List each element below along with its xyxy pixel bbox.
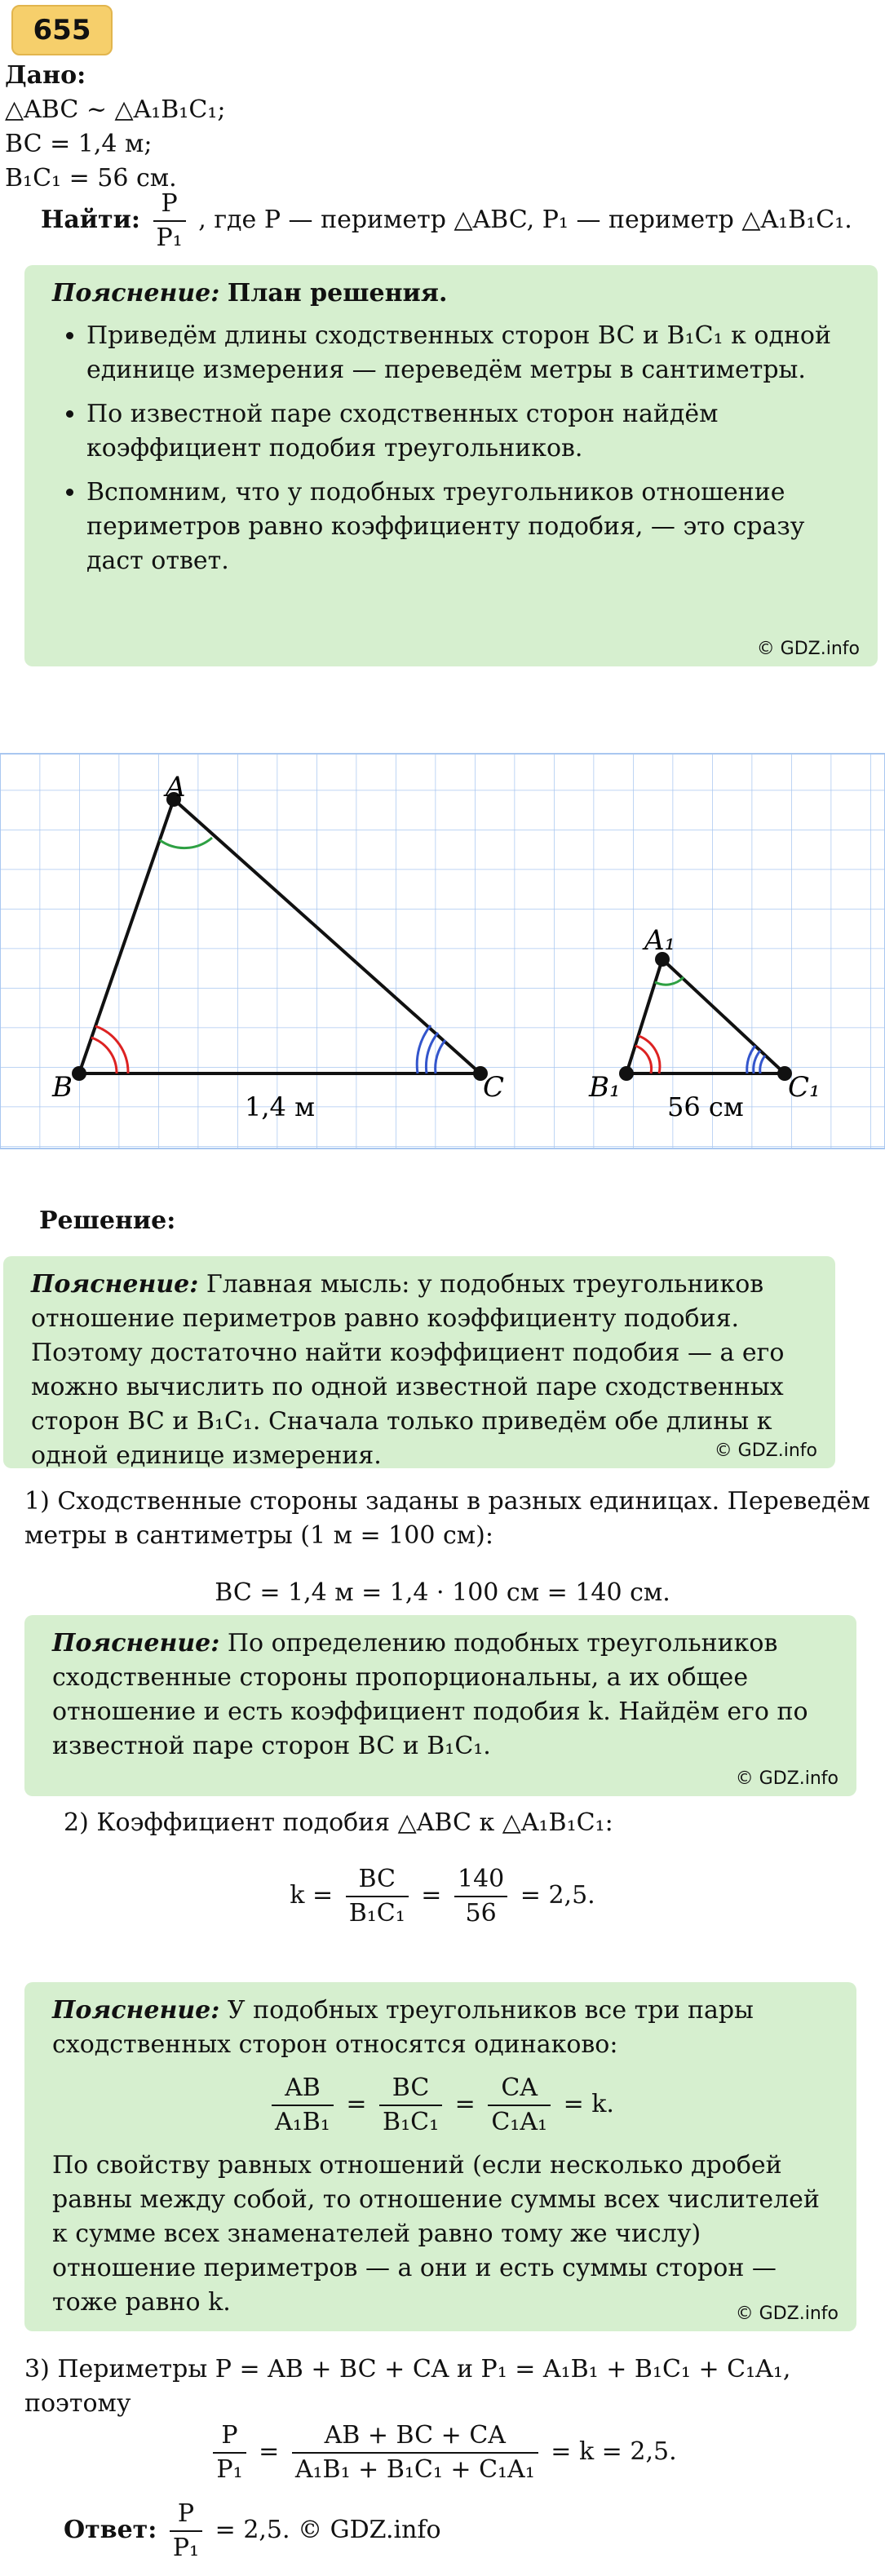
note2-label: Пояснение: [52,1629,220,1658]
step-3-formula [0,2419,885,2486]
answer-result: = 2,5. © GDZ.info [215,2516,441,2544]
frac-ab [272,2072,334,2139]
equals-sign: = [259,2437,280,2466]
frac-p-p1 [213,2419,246,2486]
vertex-b1 [619,1066,634,1081]
frac-den: C₁A₁ [491,2108,548,2136]
frac-num: P [213,2419,246,2454]
frac-ca [488,2072,551,2139]
frac-num: AB [272,2072,334,2106]
given-line-3: B₁C₁ = 56 см. [5,164,177,193]
plan-item-2: • По известной паре сходственных сторон найдём коэффициент подобия треугольников. [86,397,850,466]
frac-num: BC [346,1863,409,1897]
note-main-idea [3,1256,835,1468]
label-a1: A₁ [644,924,676,957]
note3-copyright: © GDZ.info [735,2304,839,2324]
label-bc-length: 1,4 м [245,1091,315,1122]
frac-den: P₁ [172,2534,200,2562]
frac-num: BC [379,2072,442,2106]
frac-num: AB + BC + CA [292,2419,538,2454]
note2-copyright: © GDZ.info [735,1768,839,1789]
plan-list [52,319,850,578]
equals-sign: = [421,1881,442,1910]
find-text: , где P — периметр △ABC, P₁ — периметр △A₁B₁C₁. [198,206,852,234]
frac-den: A₁B₁ [275,2108,330,2136]
note3-text1: У подобных треугольников все три пары сходственных сторон относятся одинаково: [52,1996,754,2059]
note1-text: Главная мысль: у подобных треугольников отношение периметров равно коэффициенту подобия. Поэтому достаточно найти коэффициент подобия — а его можно вычислить по одной известной паре сходственных сторон BC и B₁C₁. Сначала только приведём обе длины к одной единице измерения. [31,1270,785,1470]
step-1-text: 1) Сходственные стороны заданы в разных единицах. Переведём метры в сантиметры (1 м = 100 см): [24,1487,870,1550]
frac-num: P [170,2498,202,2532]
label-b1: B₁ [589,1071,621,1104]
frac-bc-b1c1 [346,1863,409,1930]
k-symbol: k = [290,1881,334,1910]
note1-label: Пояснение: [31,1270,199,1299]
step-2-result: = 2,5. [520,1881,595,1910]
frac-den: 56 [465,1899,497,1928]
proportion-formula [52,2072,829,2139]
find-title: Найти: [41,206,140,234]
find-fraction [153,188,186,255]
frac-den: B₁C₁ [348,1899,405,1928]
given-line-1: △ABC ~ △A₁B₁C₁; [5,95,226,124]
plan-title: План решения. [227,279,448,308]
note3-text2: По свойству равных отношений (если несколько дробей равны между собой, то отношение суммы всех числителей к сумме всех знаменателей равно тому же числу) отношение периметров — а они и есть суммы сторон — тоже равно k. [52,2151,820,2317]
plan-label: Пояснение: [52,279,220,308]
note3-label: Пояснение: [52,1996,220,2025]
frac-perimeters [292,2419,538,2486]
given-block [5,59,225,196]
step-3-result: = k = 2,5. [551,2437,677,2466]
grid-background [0,754,885,1149]
frac-num: 140 [454,1863,507,1897]
step-1-formula: BC = 1,4 м = 1,4 · 100 см = 140 см. [215,1578,670,1607]
label-c: C [483,1071,505,1104]
equals-sign: = [454,2090,476,2118]
step-2-formula [0,1863,885,1930]
plan-note [24,265,878,666]
given-title: Дано: [5,61,86,90]
frac-num: CA [488,2072,551,2106]
step-3-text: 3) Периметры P = AB + BC + CA и P₁ = A₁B₁ + B₁C₁ + C₁A₁, поэтому [24,2355,791,2418]
frac-den: P₁ [216,2455,243,2484]
find-line [41,188,873,255]
triangles-figure [0,750,885,1158]
answer-fraction [170,2498,202,2565]
frac-140-56 [454,1863,507,1930]
note-definition [24,1615,856,1796]
solution-title: Решение: [39,1206,176,1235]
note2-text: По определению подобных треугольников сходственные стороны пропорциональны, а их общее отношение и есть коэффициент подобия k. Найдём его по известной паре сторон BC и B₁C₁. [52,1629,808,1760]
find-frac-den: P₁ [156,224,183,252]
frac-den: A₁B₁ + B₁C₁ + C₁A₁ [294,2455,535,2484]
note-proportion [24,1982,856,2331]
label-b1c1-length: 56 см [667,1091,744,1122]
plan-item-3: • Вспомним, что у подобных треугольников отношение периметров равно коэффициенту подобия, — это сразу даст ответ. [86,476,850,578]
vertex-b [72,1066,86,1081]
frac-den: B₁C₁ [383,2108,440,2136]
step-2-text: 2) Коэффициент подобия △ABC к △A₁B₁C₁: [64,1808,613,1837]
label-b: B [52,1071,73,1104]
find-frac-num: P [153,188,186,222]
label-c1: C₁ [788,1071,821,1104]
task-number-badge: 655 [11,5,113,55]
answer-title: Ответ: [64,2516,157,2544]
equals-sign: = [346,2090,367,2118]
frac-bc [379,2072,442,2139]
label-a: A [166,771,186,803]
plan-item-1: • Приведём длины сходственных сторон BC и B₁C₁ к одной единице измерения — переведём метры в сантиметры. [86,319,850,387]
plan-copyright: © GDZ.info [756,639,860,659]
given-line-2: BC = 1,4 м; [5,130,153,158]
answer-line [64,2498,441,2565]
proportion-result: = k. [563,2090,614,2118]
note1-copyright: © GDZ.info [714,1441,817,1461]
